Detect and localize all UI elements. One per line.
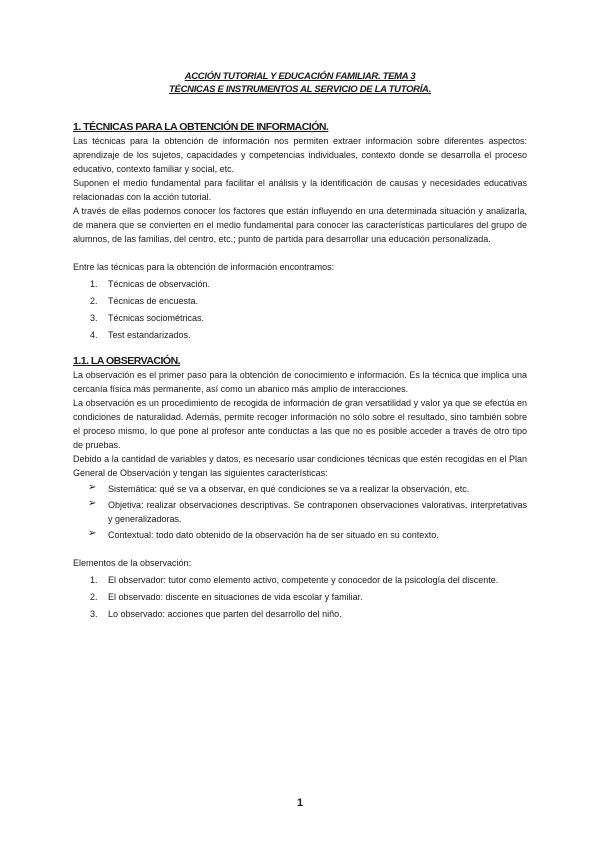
arrow-bullet-icon: ➢ [88, 528, 97, 539]
section-1-1-paragraph-2: La observación es un procedimiento de recogida de información de gran versatilidad y valor ya que se efectúa en condiciones de naturalidad. Además, permite recoger información no sólo sobre el resultado, sino también sobre el proceso mismo, lo que pone al profesor ante conductas a las que no es posible acceder a través de otro tipo de pruebas. [73, 398, 527, 450]
list-item: 3. Lo observado: acciones que parten del desarrollo del niño. [90, 609, 342, 619]
techniques-intro: Entre las técnicas para la obtención de información encontramos: [73, 262, 335, 272]
list-item: 1. Técnicas de observación. [90, 279, 211, 289]
arrow-bullet-icon: ➢ [88, 482, 97, 493]
techniques-list [73, 277, 527, 342]
section-1-1-paragraph-1: La observación es el primer paso para la obtención de conocimiento e información. Es la técnica que implica una cercanía física más permanente, así como un abanico más amplio de interacciones. [73, 370, 527, 394]
page-number: 1 [296, 797, 304, 809]
list-item: ➢ Objetiva: realizar observaciones descriptivas. Se contraponen observaciones valorativas, interpretativas y generalizadoras. [88, 498, 527, 524]
list-item: 4. Test estandarizados. [90, 330, 191, 340]
section-1-1-heading: 1.1. LA OBSERVACIÓN. [73, 355, 181, 367]
title-line-1: ACCIÓN TUTORIAL Y EDUCACIÓN FAMILIAR. TEMA 3 [184, 71, 416, 82]
elements-intro: Elementos de la observación: [73, 558, 192, 568]
list-item: ➢ Contextual: todo dato obtenido de la observación ha de ser situado en su contexto. [88, 528, 439, 540]
characteristics-list [73, 482, 527, 542]
document-title [73, 70, 527, 96]
arrow-bullet-icon: ➢ [88, 498, 97, 509]
document-page [73, 70, 527, 621]
section-1-paragraph-2: Suponen el medio fundamental para facilitar el análisis y la identificación de causas y necesidades educativas relacionadas con la acción tutorial. [73, 178, 527, 202]
section-1-heading: 1. TÉCNICAS PARA LA OBTENCIÓN DE INFORMACIÓN. [73, 121, 329, 133]
title-line-2: TÉCNICAS E INSTRUMENTOS AL SERVICIO DE LA TUTORÍA. [169, 84, 431, 95]
list-item: 2. El observado: discente en situaciones de vida escolar y familiar. [90, 592, 363, 602]
list-item: ➢ Sistemática: qué se va a observar, en qué condiciones se va a realizar la observación, etc. [88, 482, 470, 494]
list-item: 3. Técnicas sociométricas. [90, 313, 205, 323]
elements-list [73, 573, 527, 621]
list-item: 1. El observador: tutor como elemento activo, competente y conocedor de la psicología del discente. [90, 575, 499, 585]
section-1-paragraph-1: Las técnicas para la obtención de información nos permiten extraer información sobre diferentes aspectos: aprendizaje de los sujetos, capacidades y competencias individuales, contexto donde se desarrolla el proceso educativo, contexto familiar y social, etc. [73, 136, 527, 174]
list-item: 2. Técnicas de encuesta. [90, 296, 199, 306]
section-1-paragraph-3: A través de ellas podemos conocer los factores que están influyendo en una determinada situación y analizarla, de manera que se convierten en el medio fundamental para conocer las características particulares del grupo de alumnos, de las familias, del centro, etc.; punto de partida para desarrollar una educación personalizada. [73, 206, 527, 244]
section-1-1-paragraph-3: Debido a la cantidad de variables y datos, es necesario usar condiciones técnicas que estén recogidas en el Plan General de Observación y tengan las siguientes características: [73, 454, 527, 478]
